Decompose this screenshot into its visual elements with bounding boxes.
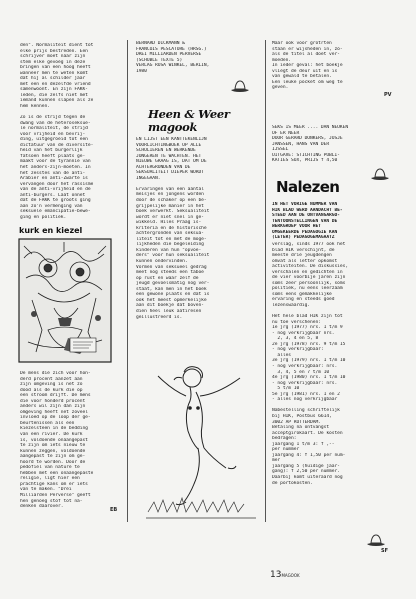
- col1-bottom-text: [20, 371, 93, 510]
- text-line: 5 t/m 10: [272, 386, 300, 392]
- text-line: een gewone plaats en dat is: [136, 292, 210, 298]
- text-line: maakt voor de tyrannie van: [20, 159, 91, 165]
- page-number-suffix: MAGOOK: [281, 573, 300, 578]
- text-line: Het hele blad HIK zijn tot: [272, 314, 343, 320]
- text-line: dictatuur van de diversite-: [20, 142, 94, 148]
- book-reference: [136, 41, 209, 74]
- text-line: op rust en waar zelf de: [136, 275, 199, 281]
- text-line: een stroom drijft. De mens: [20, 393, 91, 399]
- text-line: geillustreerd is.: [136, 314, 183, 320]
- text-line: dat de FAKK te groots ging: [20, 198, 91, 204]
- text-line: hebben met een onaangepaste: [20, 470, 94, 476]
- hat-icon: [229, 80, 251, 92]
- text-line: Daarbij komt uiteraard nog: [272, 474, 343, 480]
- text-line: ging en politiek.: [20, 214, 67, 220]
- text-line: de portokosten.: [272, 480, 313, 486]
- text-line: het anders-zijn-moeten. In: [20, 165, 91, 171]
- nalezen-body-text: [272, 242, 348, 486]
- text-line: DREI MILLIARDEN PERVERSE: [136, 52, 202, 58]
- heen-en-weer-heading: Heen & Weer magook: [148, 107, 230, 134]
- signature-sf: SF: [381, 548, 389, 554]
- text-line: SEKSUALITEIT DIEPER WORDT: [136, 170, 204, 176]
- text-line: - nog verkrijgbaar nrs.: [272, 330, 335, 336]
- text-line: DOOR GERARD DONKERS, JOSJE: [272, 136, 343, 142]
- text-line: aangepast te zijn om ge-: [20, 454, 86, 460]
- text-line: met een en dezelfde vriend: [20, 81, 91, 87]
- text-line: samenwoont. En zijn FAKK-: [20, 87, 88, 93]
- text-line: wordt er niet snel in ge-: [136, 214, 204, 220]
- text-line: - nog verkrijgbaar: nrs.: [272, 380, 338, 386]
- signature-pv: PV: [384, 92, 392, 98]
- text-line: lezenswaardig.: [272, 303, 311, 309]
- text-line: In ieder geval: het boekje: [272, 63, 343, 69]
- book-info-seks-is-meer: [272, 125, 348, 164]
- text-line: staat, kan men in het boek: [136, 286, 207, 292]
- text-line: als de titel al doet ver-: [272, 52, 340, 58]
- text-line: le normaliteit, de strijd: [20, 126, 88, 132]
- text-line: EN LIJST EEN KANTTEKENLIJN: [136, 137, 207, 142]
- text-line: boek verwerkt. Seksualiteit: [136, 209, 210, 215]
- text-line: meisjes en jongens worden: [136, 192, 204, 198]
- text-line: denken daarover.: [20, 504, 64, 510]
- text-line: achtergronden van seksua-: [136, 231, 204, 237]
- text-line: WERKGROEP VOOR HET: [272, 224, 321, 230]
- text-line: kunnen ondervinden.: [136, 259, 188, 265]
- text-line: blad HIK verschijnt, de: [272, 247, 335, 253]
- text-line: lijkheden die begeleiding: [136, 242, 204, 248]
- text-line: Milliarden Perverse" geeft: [20, 493, 91, 499]
- text-line: VERLAG ROSA WINKEL, BERLIN,: [136, 63, 210, 69]
- text-line: (SCHUBLE TEXTE 5): [136, 57, 183, 63]
- text-line: te zijn om iets nieuw te: [20, 443, 86, 449]
- text-line: soms eens gemakkelijke: [272, 291, 332, 297]
- text-line: omgeving heeft net zoveel: [20, 409, 88, 415]
- text-line: bringen van een hoog heeft: [20, 65, 91, 71]
- text-line: JANSSEN, HANS VAN DER: [272, 141, 330, 147]
- text-line: mer: [272, 458, 281, 464]
- text-line: anders wil zijn dan zijn: [20, 404, 86, 410]
- text-line: alles: [272, 352, 292, 358]
- text-line: bedragen:: [272, 436, 297, 442]
- text-line: invloed op de loop der ge-: [20, 415, 91, 421]
- text-line: hem kennen.: [20, 104, 50, 110]
- text-line: zijn omgeving is net zo: [20, 382, 83, 388]
- text-line: ervaring en steeds goed: [272, 297, 335, 303]
- text-line: prachtige kans om er iets: [20, 481, 88, 487]
- text-line: jaargang 5 (huidige jaar-: [272, 463, 340, 469]
- text-line: anti-burgers. Laat onnet: [20, 192, 86, 198]
- text-line: den". Normaliteit dient tot: [20, 43, 94, 48]
- text-line: wanneer men te weten komt: [20, 70, 88, 76]
- text-line: VOORLICHTINGBOEK OP ALLE: [136, 142, 202, 148]
- text-line: per nummer: [272, 447, 300, 453]
- text-line: religie, ligt hier een: [20, 476, 80, 482]
- text-line: jaargang 1 t/m 3: f ,--: [272, 441, 335, 447]
- text-line: BERNARD DICKMANN &: [136, 41, 185, 46]
- text-line: leden, die zelfs niet met: [20, 92, 88, 98]
- hat-icon-3: [365, 534, 387, 546]
- text-line: Arabier en anti-Zwarte is: [20, 176, 88, 182]
- dancing-figure-illustration: [146, 362, 258, 520]
- text-line: soms zeer persoonlijk, soms: [272, 280, 346, 286]
- text-line: STEED AAN DE ONTVANGARGO-: [272, 213, 340, 219]
- text-line: fatsoen heeft plaats ge-: [20, 153, 86, 159]
- text-line: jeugd gevoelsmatig nog ver-: [136, 281, 210, 287]
- text-line: acceptgirokaart. De kosten: [272, 430, 343, 436]
- text-line: hen genoeg stof tot na-: [20, 498, 83, 504]
- text-line: ders" voor hun seksualiteit: [136, 253, 210, 259]
- col3-top-text: [272, 41, 343, 91]
- nalezen-heading: Nalezen: [276, 178, 340, 196]
- text-line: vliegt de deur uit en is: [272, 68, 338, 74]
- section-title-kurk-en-kiezel: kurk en kiezel: [19, 226, 83, 235]
- text-line: Vormen van seksueel gedrag: [136, 264, 207, 270]
- text-line: 5e jrg (1981) nrs. 1 en 2: [272, 391, 340, 397]
- text-line: liteit tot en met de moge-: [136, 236, 207, 242]
- text-line: vervangen door het rassisme: [20, 181, 94, 187]
- text-line: 1e jrg (1977) nrs. 1 t/m 9: [272, 325, 343, 331]
- page-number-value: 13: [270, 570, 282, 580]
- text-line: 2, 3, 4 en 5, 8: [272, 336, 319, 342]
- text-line: elke prijs bestreden. Een: [20, 48, 88, 54]
- text-line: kiezelsteen in de bedding: [20, 426, 88, 432]
- text-line: aan dit boekje dat boven-: [136, 303, 204, 309]
- text-line: SCHOLIEREN EN WERKENDE: [136, 148, 196, 154]
- text-line: kinderen van hun "opvoe-: [136, 247, 202, 253]
- text-line: pedofiel van nature te: [20, 465, 80, 471]
- text-line: De mens die zich voor hon-: [20, 371, 91, 376]
- col1-top-text: [20, 43, 93, 221]
- text-line: ACHTERGRONDEN VAN DE: [136, 164, 191, 170]
- text-line: van te maken. "Drei: [20, 487, 72, 493]
- text-line: schrijver moet naar zijn: [20, 54, 86, 60]
- text-line: jaargang 4: f 1,50 per num-: [272, 452, 346, 458]
- text-line: meet nog steeds een taboe: [136, 270, 204, 276]
- text-line: ook het meest opmerkelijke: [136, 297, 207, 303]
- text-line: derd procent aanzet aan: [20, 376, 83, 382]
- text-line: - nog verkrijgbaar: nrs.: [272, 364, 338, 370]
- text-line: de vier voorbije jaren zijn: [272, 275, 346, 281]
- text-line: die voor honderd procent: [20, 398, 86, 404]
- text-line: Betaling na ontvangst: [272, 425, 330, 431]
- text-line: aan zo'n vermenging van: [20, 203, 83, 209]
- text-line: 3e jrg (1979) nrs. 1 t/m 10: [272, 358, 346, 364]
- text-line: 3002 AP ROTTERDAM.: [272, 419, 321, 425]
- text-line: IN HET VORIGE NUMMER VAN: [272, 202, 338, 207]
- text-line: meeste drie jeugdengen: [272, 253, 332, 259]
- page-number: [270, 570, 300, 580]
- text-line: KATIES SOX, PRIJS f 4,50: [272, 158, 338, 164]
- text-line: bij HIK, Postbus 6614,: [272, 413, 332, 419]
- text-line: 3, 4, 5 en 7 t/m 10: [272, 369, 330, 375]
- text-line: omvat als letter opkomst: [272, 258, 338, 264]
- text-line: - nog verkrijgbaar:: [272, 347, 324, 353]
- text-line: staan er wijsheden in, zo-: [272, 46, 343, 52]
- text-line: heid van het burgerlijk: [20, 148, 83, 154]
- signature-eb: EB: [110, 507, 118, 513]
- text-line: FRANCOIS PESCATORE (HRSG.): [136, 46, 207, 52]
- text-line: (LETER) PEDAGOGEMAGAATZ: [272, 235, 335, 241]
- text-line: Nabestelling schriftelijk: [272, 408, 340, 414]
- text-line: dat hij al schilder jaar: [20, 76, 86, 82]
- hat-icon-2: [369, 168, 391, 180]
- text-line: het zesstes van de anti-: [20, 170, 86, 176]
- text-line: moeden.: [272, 57, 292, 63]
- text-line: NIEUWE GRAAG IS, DAT OM DE: [136, 159, 207, 165]
- text-line: INGEGAAN.: [136, 175, 161, 181]
- text-line: Zo is de strijd tegen de: [20, 115, 86, 121]
- column-rule-2: [265, 40, 266, 522]
- kurk-en-kiezel-illustration: [18, 238, 112, 363]
- text-line: dood als de kurk die op: [20, 387, 83, 393]
- text-line: activiteiten. De diskussies,: [272, 264, 349, 270]
- text-line: ding, uitgegroeid tot een: [20, 137, 88, 143]
- text-line: verschalen en gedichten in: [272, 269, 343, 275]
- text-line: stem elke gevoeg in deze: [20, 59, 86, 65]
- text-line: Maar ook voor grotrten: [272, 41, 332, 46]
- text-line: 1980: [136, 68, 147, 74]
- text-line: kunnen zeggen, voldoende: [20, 448, 86, 454]
- text-line: voor vrijheid en bevrij-: [20, 131, 86, 137]
- nalezen-intro-bold: [272, 202, 343, 241]
- text-line: van een rivier. De kurk: [20, 432, 83, 438]
- text-line: wikkeld. Hiles Praag is-: [136, 220, 202, 226]
- text-line: dwang van de heteroseksue-: [20, 120, 91, 126]
- text-line: nu toe verschenen:: [272, 319, 321, 325]
- text-line: OMGEKEERDE PEDAGOGIE KAN: [272, 229, 338, 235]
- col2-review-text: [136, 137, 209, 320]
- text-line: door de schaker op een be-: [136, 198, 207, 204]
- text-line: beurtenissen als een: [20, 420, 75, 426]
- text-line: politiek, nu eens leerzaam: [272, 286, 343, 292]
- text-line: IJSSEL: [272, 147, 289, 153]
- text-line: 2e jrg (1978) nrs. 9 t/m 15: [272, 341, 346, 347]
- text-line: verslag, sinds 1977 ook het: [272, 242, 346, 247]
- text-line: 4e jrg (1980) nrs. 1 t/m 10: [272, 375, 346, 381]
- text-line: UITGAVE: STICHTING PUBLI-: [272, 152, 340, 158]
- column-rule-1: [127, 40, 128, 522]
- text-line: iemand kunnen slapen als ze: [20, 98, 94, 104]
- text-line: Een leuke pocket om weg te: [272, 79, 343, 85]
- text-line: HIK BLAD WERD AANDACHT BE-: [272, 207, 343, 213]
- text-line: grijpelijke manier in het: [136, 203, 204, 209]
- text-line: van de anti-vrijheid en de: [20, 187, 91, 193]
- text-line: - alles nog verkrijgbaar: [272, 397, 338, 403]
- text-line: van gewald te betalen.: [272, 74, 332, 80]
- text-line: gang): f 2,50 per nummer.: [272, 469, 340, 475]
- text-line: JONGEREN TE WACHTEN. HET: [136, 153, 202, 159]
- text-line: hoord te worden. Door de: [20, 459, 86, 465]
- text-line: dien heel leuk aatiresen: [136, 308, 202, 314]
- text-line: is, voldoende onaangepast: [20, 437, 88, 443]
- text-line: kriteria en de historische: [136, 225, 207, 231]
- text-line: SEKS IS MEER .... DAN NEUKEN: [272, 125, 349, 130]
- text-line: Ervaringen van een aantal: [136, 186, 204, 192]
- text-line: geven.: [272, 85, 289, 91]
- text-line: OF ER NEER: [272, 130, 300, 136]
- text-line: TENTOONSTELLINGEN VAN DE: [272, 218, 338, 224]
- text-line: seksuele emancipatie-bewe-: [20, 209, 91, 215]
